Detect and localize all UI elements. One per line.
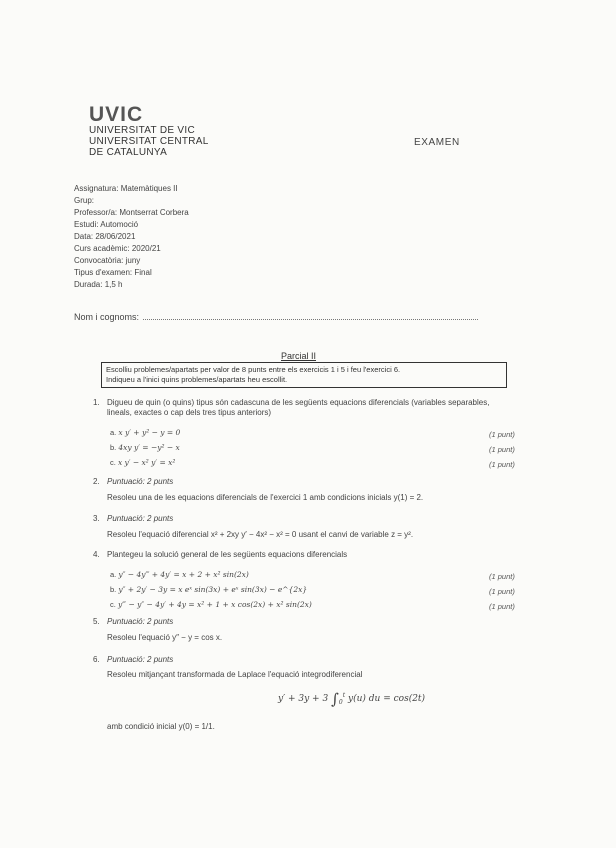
question-4c-points: (1 punt)	[489, 602, 515, 611]
info-date: Data: 28/06/2021	[74, 232, 136, 241]
info-professor: Professor/a: Montserrat Corbera	[74, 208, 189, 217]
question-5-points: 5. Puntuació: 2 punts	[93, 617, 174, 626]
question-6-condition: amb condició inicial y(0) = 1/1.	[107, 722, 215, 731]
university-logo: UVIC	[89, 103, 144, 126]
info-study: Estudi: Automoció	[74, 220, 139, 229]
instruction-line2: Indiqueu a l'inici quins problemes/apartats heu escollit.	[106, 375, 288, 384]
question-2: Resoleu una de les equacions diferencials de l'exercici 1 amb condicions inicials y(1) = 2.	[107, 493, 424, 502]
instructions-box	[101, 362, 507, 388]
question-4b: b. y″ + 2y′ − 3y = x eˣ sin(3x) + eˣ sin(3x) − e^{2x}	[110, 585, 308, 594]
question-1a-points: (1 punt)	[489, 430, 515, 439]
question-1: 1. Digueu de quin (o quins) tipus són cadascuna de les següents equacions diferencials (variables separables,	[93, 398, 490, 407]
integral-equation: y′ + 3y + 3 $\int_0^t$ y(u) du = cos(2t)	[278, 690, 426, 708]
info-call: Convocatòria: juny	[74, 256, 141, 265]
question-1a: a. x y′ + y² − y = 0	[110, 428, 181, 437]
question-1c-points: (1 punt)	[489, 460, 515, 469]
question-4a-points: (1 punt)	[489, 572, 515, 581]
question-3-points: 3. Puntuació: 2 punts	[93, 514, 174, 523]
info-group: Grup:	[74, 196, 95, 205]
question-4b-points: (1 punt)	[489, 587, 515, 596]
info-subject: Assignatura: Matemàtiques II	[74, 184, 178, 193]
question-4: 4. Plantegeu la solució general de les següents equacions diferencials	[93, 550, 348, 559]
question-1b: b. 4xy y′ = −y² − x	[110, 443, 180, 452]
question-6-points: 6. Puntuació: 2 punts	[93, 655, 174, 664]
university-name-line1: UNIVERSITAT DE VIC	[89, 125, 195, 136]
question-2-points: 2. Puntuació: 2 punts	[93, 477, 174, 486]
info-year: Curs acadèmic: 2020/21	[74, 244, 161, 253]
info-duration: Durada: 1,5 h	[74, 280, 123, 289]
integral-sign: ∫	[331, 690, 339, 708]
university-name-line2: UNIVERSITAT CENTRAL	[89, 136, 209, 147]
question-1-cont: lineals, exactes o cap dels tres tipus anteriors)	[107, 408, 272, 417]
question-5: Resoleu l'equació y″ − y = cos x.	[107, 633, 223, 642]
university-name-line3: DE CATALUNYA	[89, 147, 168, 158]
doc-type: EXAMEN	[414, 137, 460, 148]
info-exam-type: Tipus d'examen: Final	[74, 268, 152, 277]
parcial-title: Parcial II	[281, 351, 317, 361]
question-4a: a. y″ − 4y‴ + 4y′ = x + 2 + x² sin(2x)	[110, 570, 249, 579]
question-6: Resoleu mitjançant transformada de Laplace l'equació integrodiferencial	[107, 670, 363, 679]
instruction-line1: Escolliu problemes/apartats per valor de 8 punts entre els exercicis 1 i 5 i feu l'exercici 6.	[106, 365, 401, 374]
question-1b-points: (1 punt)	[489, 445, 515, 454]
question-4c: c. y‴ − y″ − 4y′ + 4y = x² + 1 + x cos(2x) + x² sin(2x)	[110, 600, 312, 609]
question-3: Resoleu l'equació diferencial x² + 2xy y′ − 4x² − x² = 0 usant el canvi de variable z = y².	[107, 530, 414, 539]
question-1c: c. x y′ − x² y′ = x²	[110, 458, 176, 467]
name-field[interactable]: Nom i cognoms:	[74, 312, 478, 322]
